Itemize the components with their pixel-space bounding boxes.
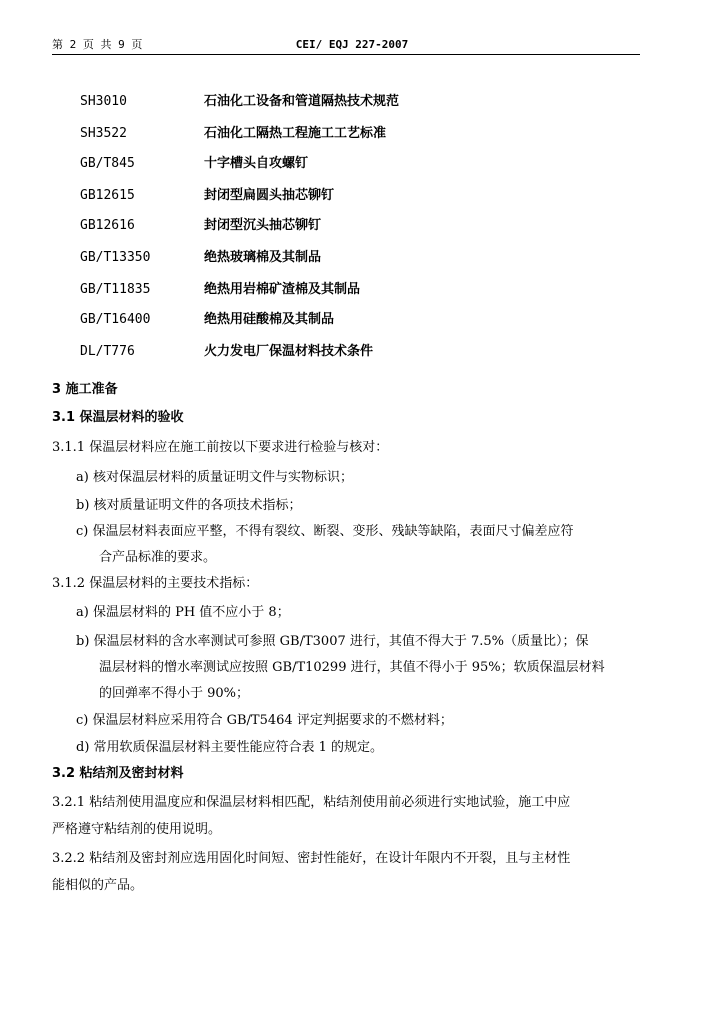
list-item-c: c) 保温层材料应采用符合 GB/T5464 评定判据要求的不燃材料； — [76, 713, 453, 728]
list-item-c-continued: 合产品标准的要求。 — [99, 550, 217, 565]
clause-3-1-1: 3.1.1 保温层材料应在施工前按以下要求进行检验与核对： — [52, 440, 389, 455]
page-number: 第 2 页 共 9 页 — [52, 38, 143, 51]
standard-item-code: SH3522 — [80, 126, 127, 141]
standard-item-title: 绝热用硅酸棉及其制品 — [204, 312, 335, 327]
list-item-b: b) 保温层材料的含水率测试可参照 GB/T3007 进行，其值不得大于 7.5%（质量比）；保 — [76, 634, 589, 649]
page-header — [52, 38, 640, 52]
section-heading-3-1: 3.1 保温层材料的验收 — [52, 410, 184, 425]
standard-item-code: SH3010 — [80, 94, 127, 109]
list-item-c: c) 保温层材料表面应平整，不得有裂纹、断裂、变形、残缺等缺陷，表面尺寸偏差应符 — [76, 524, 574, 539]
standard-item-title: 十字槽头自攻螺钉 — [204, 156, 309, 171]
clause-3-2-1-continued: 严格遵守粘结剂的使用说明。 — [52, 822, 222, 837]
section-heading-3: 3 施工准备 — [52, 382, 118, 397]
standard-code: CEI/ EQJ 227-2007 — [295, 38, 409, 51]
standard-item-title: 绝热玻璃棉及其制品 — [204, 250, 322, 265]
list-item-b-continued: 温层材料的憎水率测试应按照 GB/T10299 进行，其值不得小于 95%；软质保温层材料 — [99, 660, 605, 675]
standard-item-code: GB12615 — [80, 188, 135, 203]
standard-item-code: GB/T13350 — [80, 250, 151, 265]
standard-item-title: 石油化工隔热工程施工工艺标准 — [204, 126, 387, 141]
standard-item-code: DL/T776 — [80, 344, 135, 359]
standard-item-code: GB/T11835 — [80, 282, 151, 297]
standard-item-title: 封闭型扁圆头抽芯铆钉 — [204, 188, 335, 203]
clause-3-2-2: 3.2.2 粘结剂及密封剂应选用固化时间短、密封性能好，在设计年限内不开裂，且与主材性 — [52, 851, 571, 866]
list-item-a: a) 保温层材料的 PH 值不应小于 8； — [76, 605, 290, 620]
section-heading-3-2: 3.2 粘结剂及密封材料 — [52, 766, 184, 781]
standard-item-title: 封闭型沉头抽芯铆钉 — [204, 218, 322, 233]
standard-item-code: GB/T845 — [80, 156, 135, 171]
standard-item-title: 绝热用岩棉矿渣棉及其制品 — [204, 282, 361, 297]
standard-item-code: GB/T16400 — [80, 312, 151, 327]
list-item-a: a) 核对保温层材料的质量证明文件与实物标识； — [76, 470, 353, 485]
list-item-b-continued: 的回弹率不得小于 90%； — [99, 686, 250, 701]
standard-item-title: 火力发电厂保温材料技术条件 — [204, 344, 374, 359]
standard-item-title: 石油化工设备和管道隔热技术规范 — [204, 94, 400, 109]
list-item-d: d) 常用软质保温层材料主要性能应符合表 1 的规定。 — [76, 740, 384, 755]
clause-3-2-1: 3.2.1 粘结剂使用温度应和保温层材料相匹配，粘结剂使用前必须进行实地试验，施工中应 — [52, 795, 571, 810]
list-item-b: b) 核对质量证明文件的各项技术指标； — [76, 498, 302, 513]
clause-3-1-2: 3.1.2 保温层材料的主要技术指标： — [52, 576, 259, 591]
clause-3-2-2-continued: 能相似的产品。 — [52, 878, 144, 893]
header-divider — [52, 54, 640, 55]
standard-item-code: GB12616 — [80, 218, 135, 233]
